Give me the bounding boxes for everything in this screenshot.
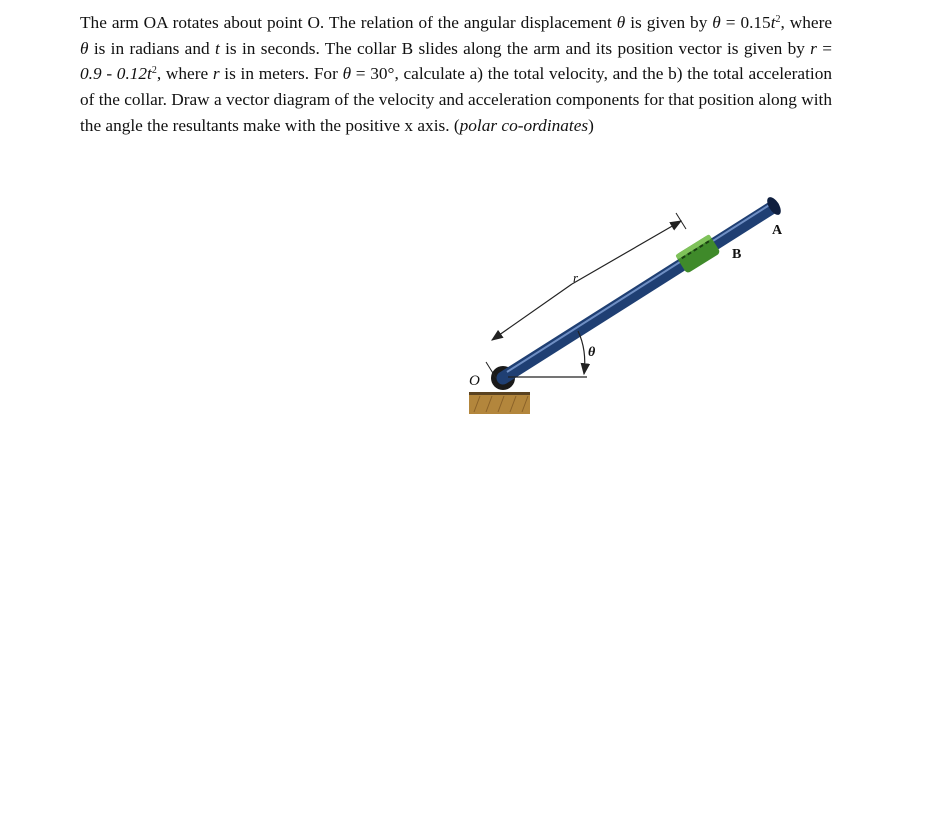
time-symbol: t: [214, 38, 220, 58]
radius-symbol: r: [810, 38, 817, 58]
theta-symbol: θ: [80, 38, 89, 58]
arm-highlight: [507, 204, 771, 372]
arm-collar-figure: [462, 180, 802, 425]
problem-text: ): [588, 115, 594, 135]
arm-oa: [503, 207, 773, 378]
label-b: B: [732, 247, 742, 262]
time-symbol: t: [770, 13, 776, 32]
label-a: A: [772, 223, 783, 238]
exponent: 2: [775, 14, 781, 25]
polar-note: polar co-ordinates: [459, 115, 589, 135]
label-r: r: [573, 270, 579, 285]
problem-text: is given by: [625, 13, 713, 32]
label-o: O: [469, 373, 480, 389]
ground-support: [469, 393, 530, 414]
radius-symbol: r: [212, 64, 220, 84]
label-theta: θ: [588, 345, 596, 360]
problem-text: = 0.15: [720, 13, 771, 32]
exponent: 2: [151, 65, 157, 77]
problem-text: =: [816, 38, 832, 58]
r-dimension-arrow: [492, 284, 572, 340]
ground-surface-line: [469, 392, 530, 395]
problem-text: is in seconds. The collar B slides along the arm and its position vector is given by: [219, 38, 811, 58]
theta-symbol: θ: [712, 13, 721, 32]
problem-text: , where: [156, 64, 213, 84]
theta-symbol: θ: [342, 64, 352, 84]
problem-statement: [80, 10, 832, 139]
problem-text: is in meters. For: [219, 64, 343, 84]
problem-text: = 30°, calculate a) the total velocity, and the b) the total acceleration of the collar. Draw a vector diagram of the velocity and acceleration components for that position along with the angle the resultants make with the positive x axis. (: [80, 64, 832, 135]
theta-symbol: θ: [616, 13, 626, 32]
problem-text: The arm OA rotates about point O. The relation of the angular displacement: [80, 13, 617, 32]
radius-equation: 0.9 - 0.12t: [80, 64, 152, 84]
problem-text: is in radians and: [88, 38, 215, 58]
problem-text: , where: [780, 13, 833, 32]
